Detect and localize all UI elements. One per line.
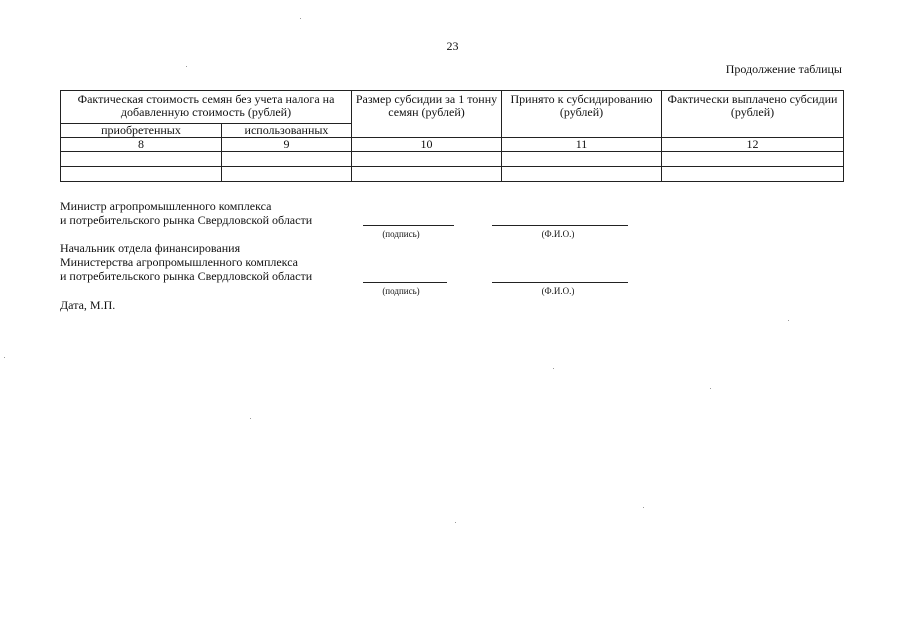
scan-speck (553, 368, 554, 369)
table-cell (502, 167, 662, 182)
table-cell (61, 152, 222, 167)
date-stamp-label: Дата, М.П. (60, 298, 116, 312)
table-cell (352, 152, 502, 167)
minister-name-line (492, 225, 628, 226)
column-number: 9 (222, 138, 352, 152)
scan-speck (455, 522, 456, 523)
head-title-line: Начальник отдела финансирования (60, 241, 241, 255)
scan-speck (250, 418, 251, 419)
name-caption: (Ф.И.О.) (541, 229, 575, 239)
minister-title-line: Министр агропромышленного комплекса (60, 199, 272, 213)
head-name-line (492, 282, 628, 283)
table-row (61, 167, 844, 182)
signature-caption: (подпись) (382, 286, 420, 296)
scan-speck (710, 388, 711, 389)
table-cell (61, 167, 222, 182)
scan-speck (788, 320, 789, 321)
column-number: 10 (352, 138, 502, 152)
head-title-line: и потребительского рынка Свердловской области (60, 269, 313, 283)
head-title-line: Министерства агропромышленного комплекса (60, 255, 299, 269)
column-number: 8 (61, 138, 222, 152)
head-signature-line (363, 282, 447, 283)
signature-caption: (подпись) (382, 229, 420, 239)
table-cell (352, 167, 502, 182)
header-actual-seed-cost: Фактическая стоимость семян без учета налога на добавленную стоимость (рублей) (61, 91, 352, 124)
table-cell (662, 152, 844, 167)
scan-speck (643, 507, 644, 508)
table-row (61, 152, 844, 167)
table-continuation-label: Продолжение таблицы (725, 62, 842, 76)
minister-title-line: и потребительского рынка Свердловской области (60, 213, 313, 227)
scan-speck (4, 357, 5, 358)
minister-signature-line (363, 225, 454, 226)
table-cell (502, 152, 662, 167)
column-numbers-row (61, 138, 844, 152)
subsidy-table (60, 90, 844, 182)
table-cell (662, 167, 844, 182)
header-subsidy-per-ton: Размер субсидии за 1 тонну семян (рублей) (352, 91, 502, 138)
head-title (60, 241, 312, 283)
table-cell (222, 167, 352, 182)
header-actually-paid: Фактически выплачено субсидии (рублей) (662, 91, 844, 138)
header-purchased: приобретенных (61, 124, 222, 138)
scan-speck (300, 18, 301, 19)
column-number: 12 (662, 138, 844, 152)
header-accepted-for-subsidy: Принято к субсидированию (рублей) (502, 91, 662, 138)
table-cell (222, 152, 352, 167)
page-number: 23 (446, 39, 459, 53)
column-number: 11 (502, 138, 662, 152)
minister-title (60, 199, 312, 227)
scan-speck (186, 66, 187, 67)
header-used: использованных (222, 124, 352, 138)
name-caption: (Ф.И.О.) (541, 286, 575, 296)
